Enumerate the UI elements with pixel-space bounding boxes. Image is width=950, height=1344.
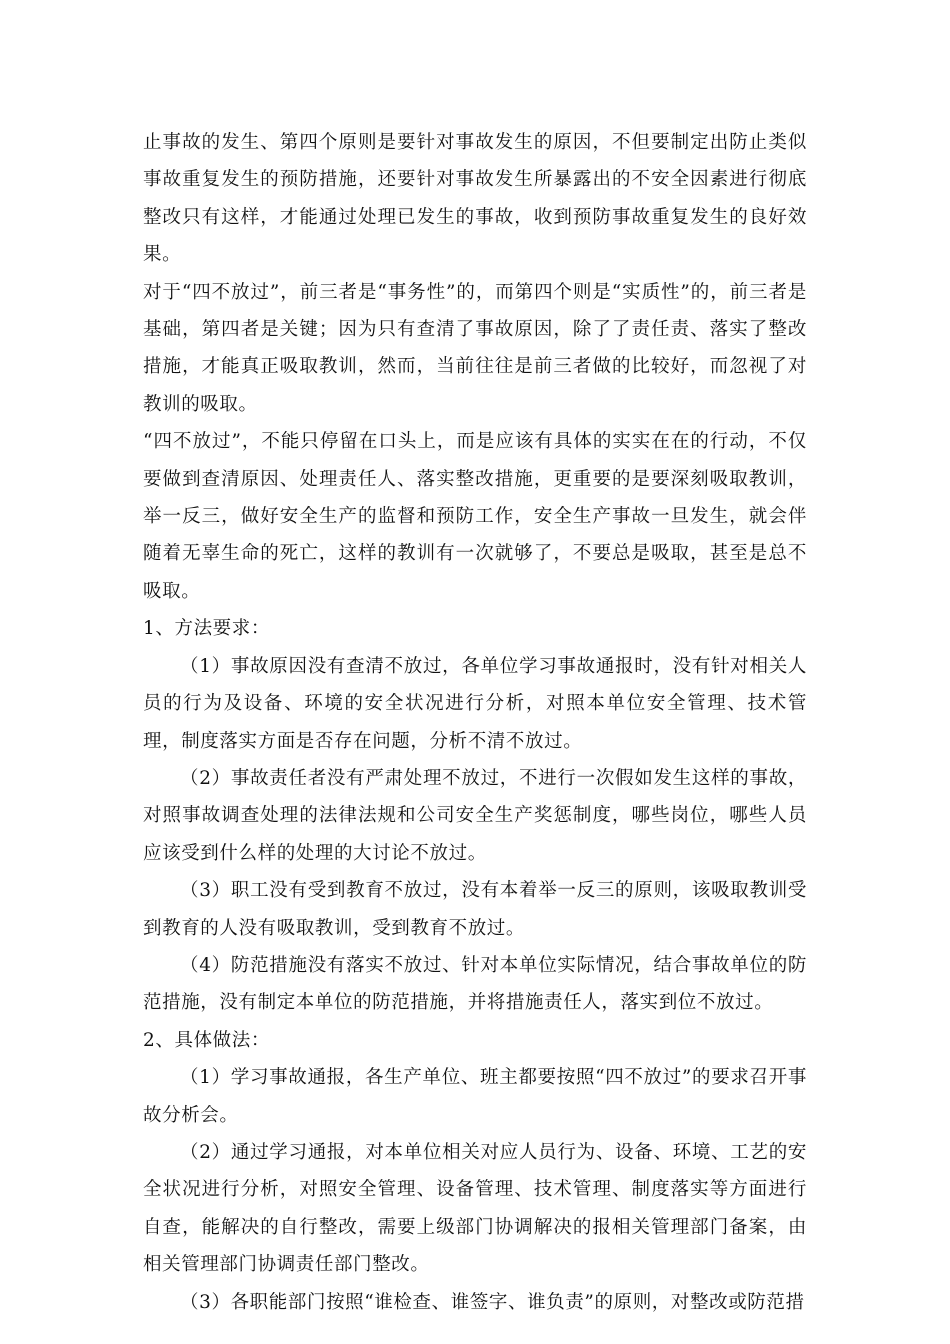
- list-item-practice-3: （3）各职能部门按照“谁检查、谁签字、谁负责”的原则，对整改或防范措: [180, 1291, 805, 1313]
- section-heading-specific-practice: 2、具体做法：: [143, 1029, 270, 1051]
- list-item-method-1: （1）事故原因没有查清不放过，各单位学习事故通报时，没有针对相关人员的行为及设备、环境的安全状况进行分析，对照本单位安全管理、技术管理，制度落实方面是否存在问题，分析不清不放过。: [143, 655, 807, 752]
- paragraph-four-not-let-go-analysis: 对于“四不放过”，前三者是“事务性”的，而第四个则是“实质性”的，前三者是基础，第四者是关键；因为只有查清了事故原因，除了了责任责、落实了整改措施，才能真正吸取教训，然而，当前往往是前三者做的比较好，而忽视了对教训的吸取。: [143, 281, 807, 415]
- list-item-method-2: （2）事故责任者没有严肃处理不放过，不进行一次假如发生这样的事故，对照事故调查处理的法律法规和公司安全生产奖惩制度，哪些岗位，哪些人员应该受到什么样的处理的大讨论不放过。: [143, 767, 807, 864]
- paragraph-accident-prevention: 止事故的发生、第四个原则是要针对事故发生的原因，不但要制定出防止类似事故重复发生的预防措施，还要针对事故发生所暴露出的不安全因素进行彻底整改只有这样，才能通过处理已发生的事故，收到预防事故重复发生的良好效果。: [143, 132, 807, 266]
- document-body: [143, 124, 807, 1321]
- list-item-practice-2: （2）通过学习通报，对本单位相关对应人员行为、设备、环境、工艺的安全状况进行分析，对照安全管理、设备管理、技术管理、制度落实等方面进行自查，能解决的自行整改，需要上级部门协调解决的报相关管理部门备案，由相关管理部门协调责任部门整改。: [143, 1141, 807, 1276]
- list-item-method-4: （4）防范措施没有落实不放过、针对本单位实际情况，结合事故单位的防范措施，没有制定本单位的防范措施，并将措施责任人，落实到位不放过。: [143, 954, 807, 1014]
- section-heading-method-requirements: 1、方法要求：: [143, 618, 270, 640]
- list-item-practice-1: （1）学习事故通报，各生产单位、班主都要按照“四不放过”的要求召开事故分析会。: [143, 1067, 807, 1126]
- paragraph-concrete-action: “四不放过”，不能只停留在口头上，而是应该有具体的实实在在的行动，不仅要做到查清原因、处理责任人、落实整改措施，更重要的是要深刻吸取教训，举一反三，做好安全生产的监督和预防工作，安全生产事故一旦发生，就会伴随着无辜生命的死亡，这样的教训有一次就够了，不要总是吸取，甚至是总不吸取。: [143, 431, 807, 602]
- list-item-method-3: （3）职工没有受到教育不放过，没有本着举一反三的原则，该吸取教训受到教育的人没有吸取教训，受到教育不放过。: [143, 880, 807, 939]
